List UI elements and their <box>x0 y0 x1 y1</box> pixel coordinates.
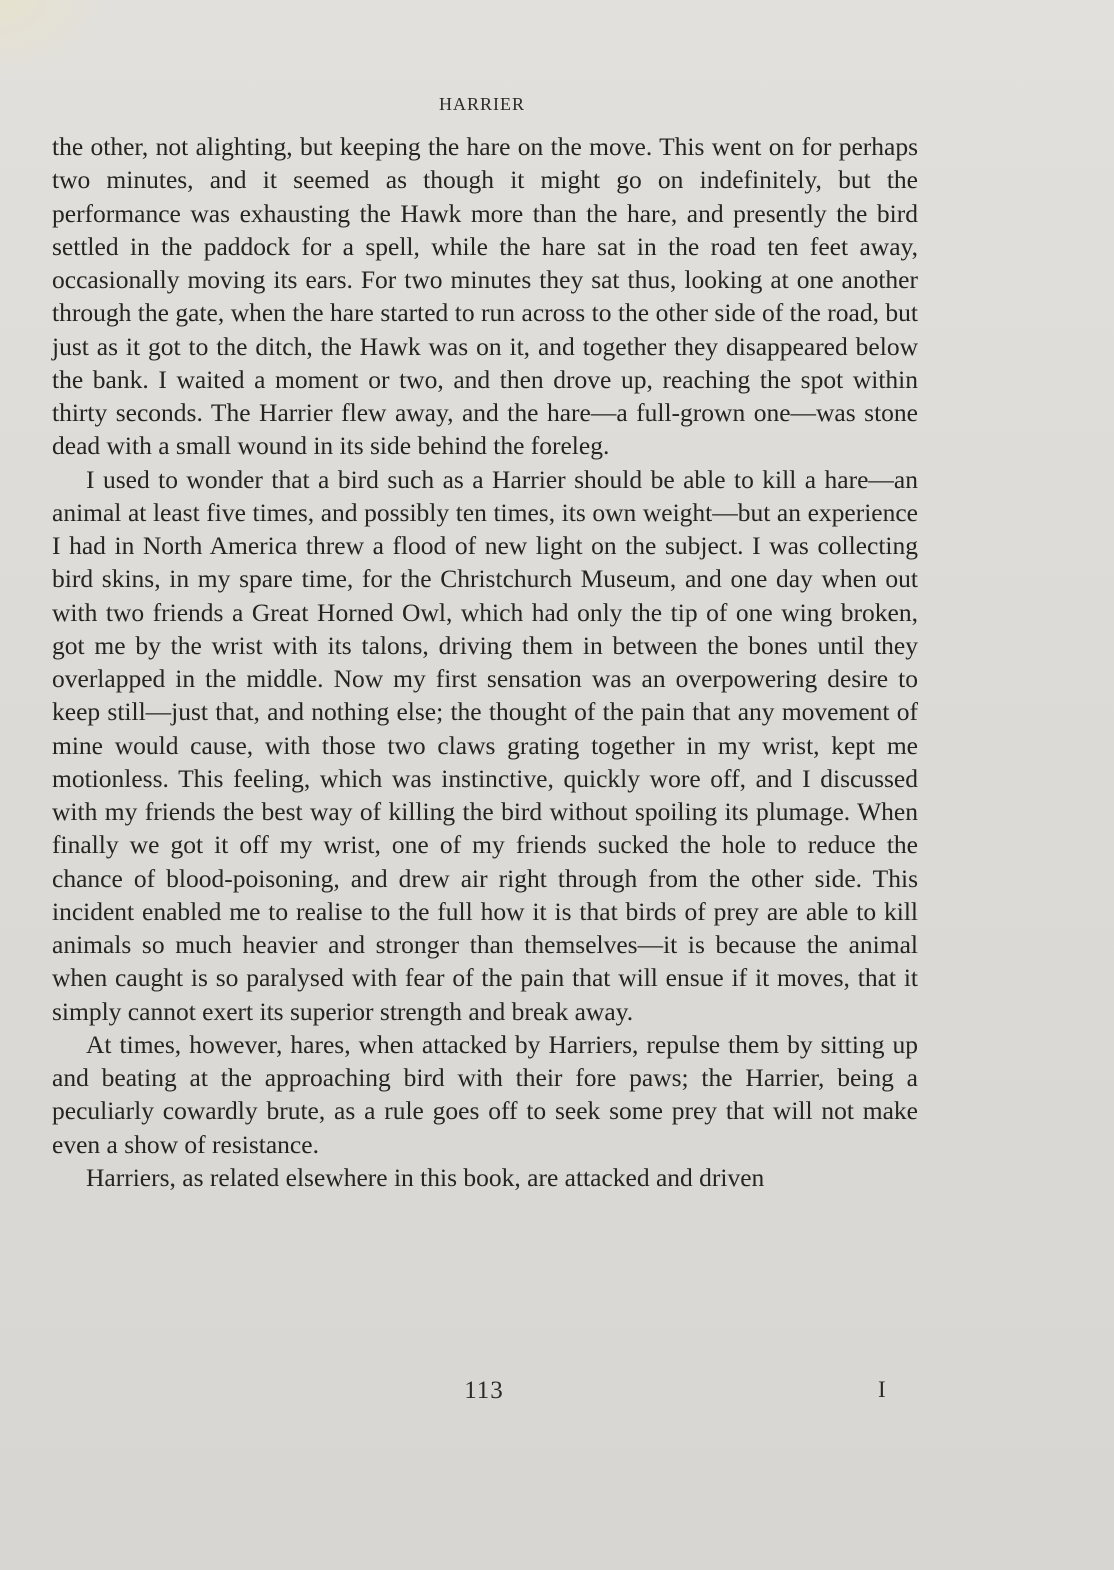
running-head: HARRIER <box>438 94 525 114</box>
paragraph: At times, however, hares, when attacked by Harriers, repulse them by sitting up and beating at the approaching bird with their fore paws; the Harrier, being a peculiarly cowardly brute, as a rule goes off to seek some prey that will not make even a show of resistance. <box>52 1029 918 1159</box>
page-corner-discoloration <box>0 0 110 80</box>
paragraph: I used to wonder that a bird such as a Harrier should be able to kill a hare—an animal at least five times, and possibly ten times, its own weight—but an experience I had in North America threw a flood of new light on the subject. I was collecting bird skins, in my spare time, for the Christchurch Museum, and one day when out with two friends a Great Horned Owl, which had only the tip of one wing broken, got me by the wrist with its talons, driving them in between the bones until they overlapped in the middle. Now my first sensation was an overpowering desire to keep still—just that, and nothing else; the thought of the pain that any movement of mine would cause, with those two claws grating together in my wrist, kept me motionless. This feeling, which was instinctive, quickly wore off, and I discussed with my friends the best way of killing the bird without spoiling its plumage. When finally we got it off my wrist, one of my friends sucked the hole to reduce the chance of blood-poisoning, and drew air right through from the other side. This incident enabled me to realise to the full how it is that birds of prey are able to kill animals so much heavier and stronger than themselves—it is because the animal when caught is so paralysed with fear of the pain that will ensue if it moves, that it simply cannot exert its superior strength and break away. <box>52 464 918 1026</box>
page-number: 113 <box>464 1377 504 1404</box>
body-text <box>52 130 918 1194</box>
paragraph-continuation: the other, not alighting, but keeping the hare on the move. This went on for perhaps two minutes, and it seemed as though it might go on indefinitely, but the performance was exhausting the Hawk more than the hare, and presently the bird settled in the paddock for a spell, while the hare sat in the road ten feet away, occasionally moving its ears. For two minutes they sat thus, looking at one another through the gate, when the hare started to run across to the other side of the road, but just as it got to the ditch, the Hawk was on it, and together they disappeared below the bank. I waited a moment or two, and then drove up, reaching the spot within thirty seconds. The Harrier flew away, and the hare—a full-grown one—was stone dead with a small wound in its side behind the foreleg. <box>52 132 918 461</box>
paragraph: Harriers, as related elsewhere in this book, are attacked and driven <box>86 1162 765 1192</box>
signature-mark: I <box>878 1377 886 1402</box>
